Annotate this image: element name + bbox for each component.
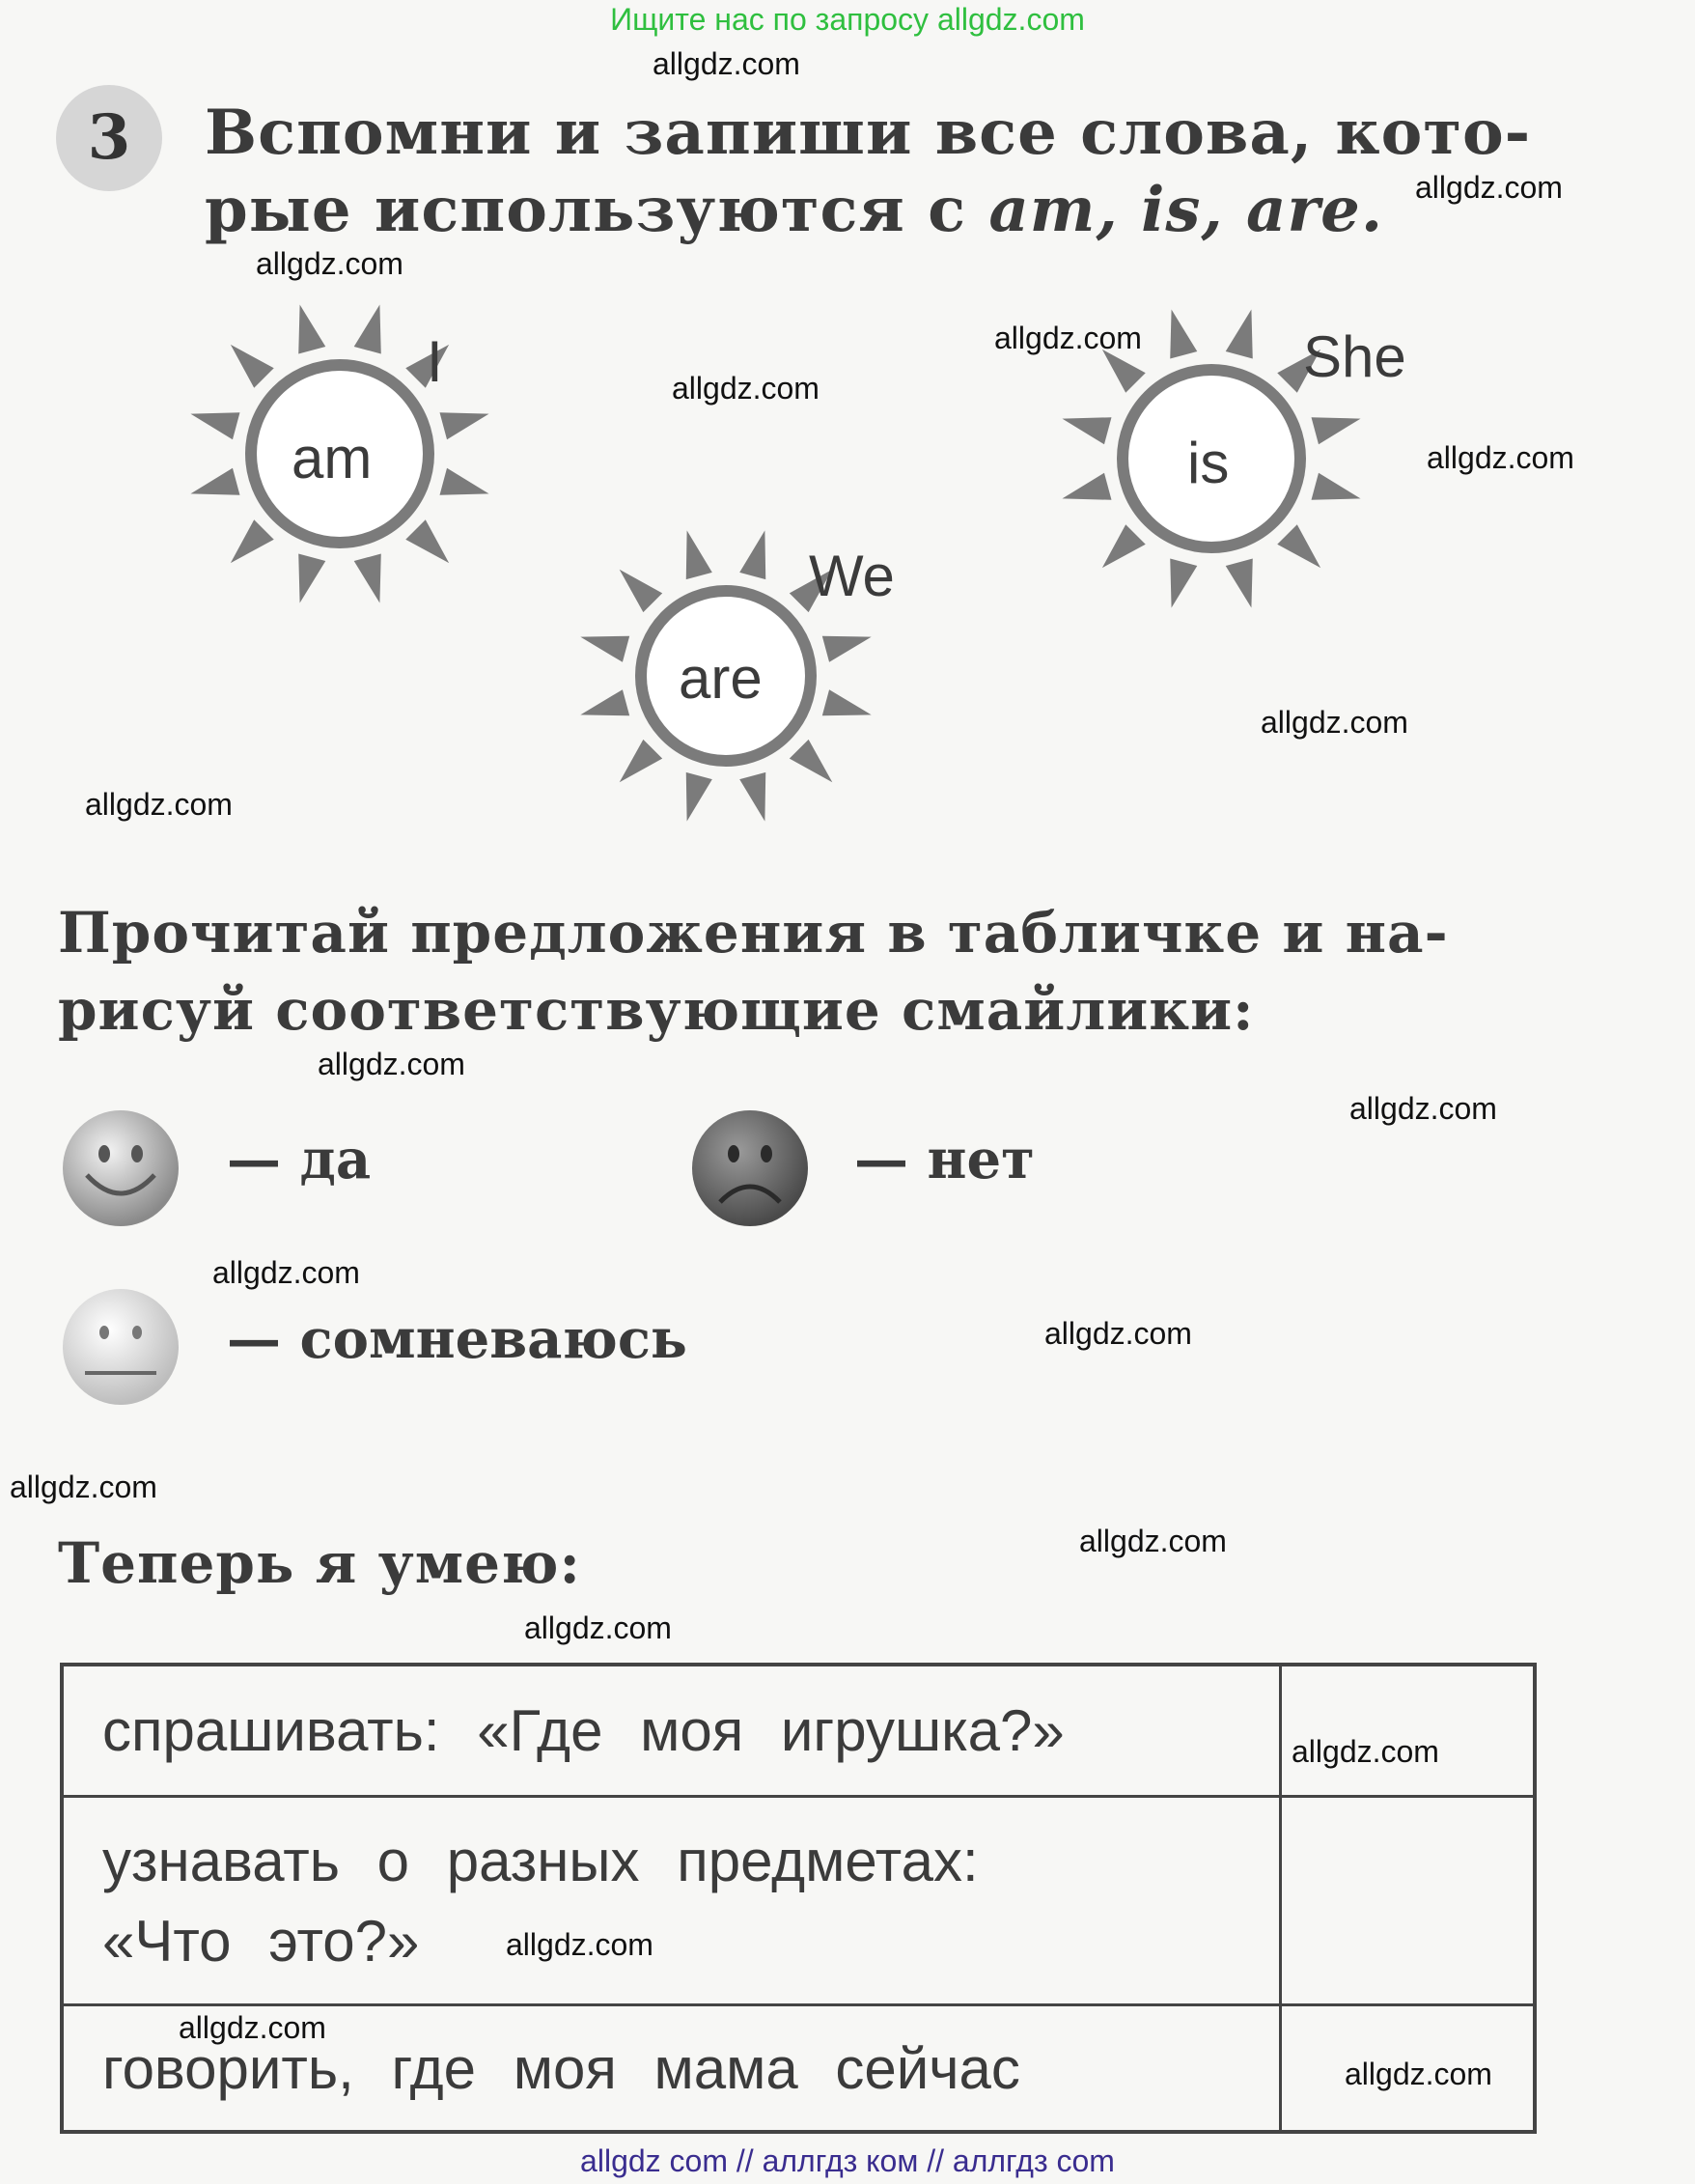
- smiley-no-icon: [687, 1106, 813, 1231]
- watermark: allgdz.com: [212, 1255, 360, 1290]
- watermark: allgdz.com: [318, 1047, 465, 1081]
- sun-are-center-word: are: [679, 646, 763, 711]
- watermark: allgdz.com: [1044, 1316, 1192, 1351]
- watermark: allgdz.com: [672, 371, 820, 406]
- legend-no-text: — нет: [854, 1128, 1035, 1191]
- watermark: allgdz.com: [1079, 1524, 1227, 1558]
- sun-is-center-word: is: [1187, 431, 1230, 495]
- sun-am-answer: I: [427, 329, 443, 394]
- watermark: allgdz.com: [85, 787, 233, 822]
- watermark: allgdz.com: [10, 1470, 157, 1504]
- instruction-line2: рисуй соответствующие смайлики:: [58, 977, 1255, 1043]
- watermark: allgdz.com: [1415, 170, 1563, 205]
- sun-is-answer: She: [1303, 324, 1406, 389]
- watermark: allgdz.com: [1292, 1734, 1439, 1769]
- sun-am-center-word: am: [292, 426, 373, 490]
- watermark: allgdz.com: [994, 321, 1142, 355]
- watermark: allgdz.com: [1345, 2057, 1492, 2091]
- top-banner[interactable]: Ищите нас по запросу allgdz.com: [610, 2, 1085, 37]
- task-heading-line1: Вспомни и запиши все слова, кото-: [205, 97, 1532, 169]
- legend-yes-text: — да: [227, 1128, 372, 1191]
- now-i-can-heading: Теперь я умею:: [58, 1530, 581, 1596]
- watermark: allgdz.com: [506, 1927, 653, 1962]
- smiley-answer-cell-2[interactable]: [1281, 1796, 1536, 2005]
- bottom-banner[interactable]: allgdz com // аллгдз ком // аллгдз com: [580, 2143, 1115, 2178]
- skill-text-3: говорить, где моя мама сейчас: [62, 2005, 1281, 2132]
- task-heading-line2-text: рые используются с: [205, 174, 989, 246]
- watermark: allgdz.com: [179, 2010, 326, 2045]
- watermark: allgdz.com: [1261, 705, 1408, 740]
- table-row: [62, 1665, 1535, 1796]
- watermark: allgdz.com: [524, 1610, 672, 1645]
- legend-unsure-text: — сомневаюсь: [227, 1307, 687, 1371]
- watermark: allgdz.com: [1427, 440, 1574, 475]
- smiley-yes-icon: [58, 1106, 183, 1231]
- skill-text-1: спрашивать: «Где моя игрушка?»: [62, 1665, 1281, 1796]
- sun-are-answer: We: [809, 544, 895, 608]
- table-row: [62, 1796, 1535, 2005]
- instruction-line1: Прочитай предложения в табличке и на-: [58, 900, 1449, 966]
- watermark: allgdz.com: [653, 46, 800, 81]
- skill-text-2: узнавать о разных предметах: «Что это?»: [62, 1796, 1281, 2005]
- smiley-unsure-icon: [58, 1284, 183, 1410]
- watermark: allgdz.com: [256, 246, 403, 281]
- task-verbs: am, is, are.: [988, 174, 1384, 246]
- watermark: allgdz.com: [1349, 1091, 1497, 1126]
- task-number-badge: 3: [56, 85, 162, 191]
- smiley-answer-cell-1[interactable]: [1281, 1665, 1536, 1796]
